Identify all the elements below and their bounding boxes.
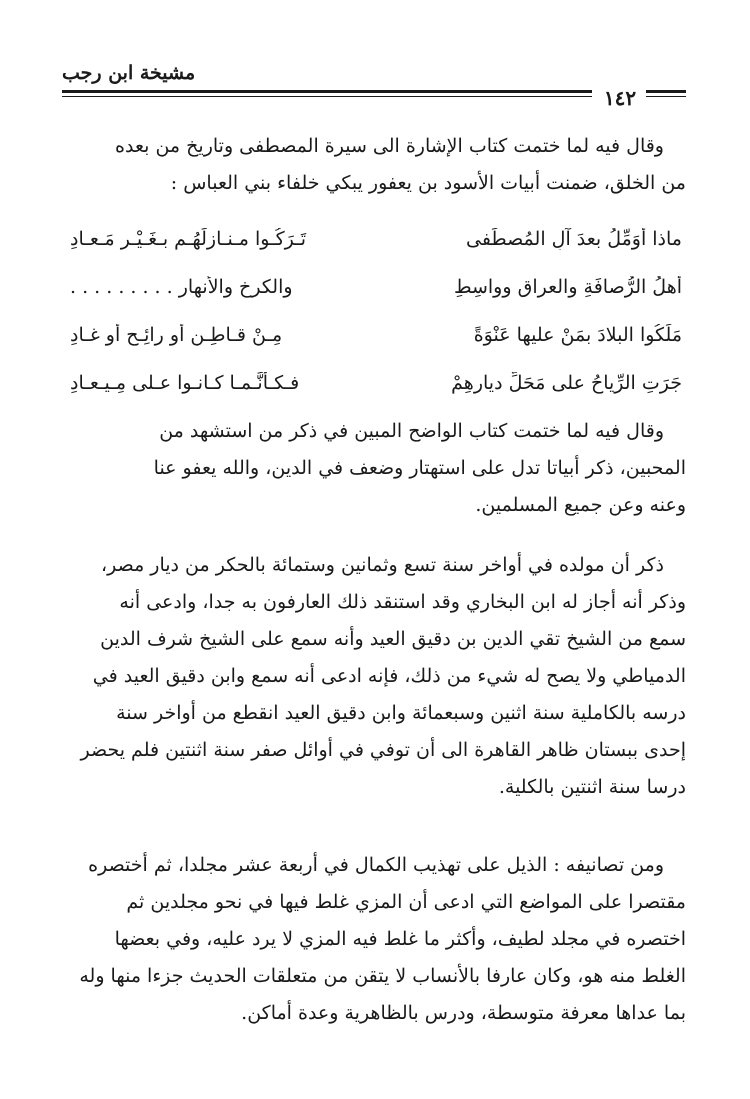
- text-line: مقتصرا على المواضع التي ادعى أن المزي غلط فيها في نحو مجلدين ثم: [126, 891, 686, 913]
- text-line: المحبين، ذكر أبياتا تدل على استهتار وضعف في الدين، والله يعفو عنا: [153, 457, 686, 479]
- paragraph-birth: [64, 547, 686, 806]
- text-line: وعنه وعن جميع المسلمين.: [475, 494, 686, 516]
- paragraph-wadih: [64, 413, 686, 524]
- verse: [70, 215, 682, 263]
- header-rule-right: [646, 90, 686, 97]
- text-line: من الخلق، ضمنت أبيات الأسود بن يعفور يبكي خلفاء بني العباس :: [170, 172, 686, 194]
- verse-second-hemistich: مِـنْ قـاطِـنٍ أو رائِـحٍ أو غـادِ: [70, 324, 283, 346]
- paragraph-works: [64, 847, 686, 1032]
- verse-first-hemistich: ماذا أُوَمِّلُ بعدَ آلِ المُصطَفى: [466, 228, 682, 250]
- text-line: ومن تصانيفه : الذيل على تهذيب الكمال في أربعة عشر مجلدا، ثم أختصره: [88, 854, 664, 876]
- header-rule: [62, 90, 592, 97]
- verse-second-hemistich: والكرخِ والأنهارِ . . . . . . . . .: [70, 276, 293, 298]
- text-line: ذكر أن مولده في أواخر سنة تسع وثمانين وستمائة بالحكر من ديار مصر،: [100, 554, 664, 576]
- text-line: درسه بالكاملية سنة اثنين وسبعمائة وابن دقيق العيد انقطع من أواخر سنة: [116, 702, 686, 724]
- paragraph-intro: [64, 128, 686, 202]
- page-number: ١٤٢: [603, 86, 637, 110]
- text-line: سمع من الشيخ تقي الدين بن دقيق العيد وأنه سمع على الشيخ شرف الدين: [100, 628, 686, 650]
- text-line: وذكر أنه أجاز له ابن البخاري وقد استنقد ذلك العارفون به جدا، وادعى أنه: [119, 591, 686, 613]
- text-line: وقال فيه لما ختمت كتاب الواضح المبين في ذكر من استشهد من: [159, 420, 664, 442]
- verse: [70, 359, 682, 407]
- poem: [70, 215, 682, 407]
- text-line: اختصره في مجلد لطيف، وأكثر ما غلط فيه المزي لا يرد عليه، وفي بعضها: [114, 928, 686, 950]
- verse: [70, 311, 682, 359]
- text-line: درسا سنة اثنتين بالكلية.: [498, 776, 686, 798]
- text-line: وقال فيه لما ختمت كتاب الإشارة الى سيرة المصطفى وتاريخ من بعده: [115, 135, 664, 157]
- verse-second-hemistich: تَـرَكُـوا مـنـازِلَهُـم بـغَـيْـرِ مَـعـادِ: [70, 228, 307, 250]
- text-line: بما عداها معرفة متوسطة، ودرس بالظاهرية وعدة أماكن.: [241, 1002, 686, 1024]
- verse-first-hemistich: أهلُ الرُّصافَةِ والعراقِ وواسِطِ: [453, 276, 682, 298]
- running-title: مشيخة ابن رجب: [62, 62, 196, 84]
- verse-second-hemistich: فـكـأنَّـمـا كـانـوا عـلى مِـيـعـادِ: [70, 372, 300, 394]
- verse-first-hemistich: جَرَتِ الرِّياحُ على مَحَلِّ ديارِهِمْ: [451, 372, 682, 394]
- text-line: الغلط منه هو، وكان عارفا بالأنساب لا يتقن من متعلقات الحديث جزءا منها وله: [79, 965, 686, 987]
- verse: [70, 263, 682, 311]
- verse-first-hemistich: مَلَكُوا البلادَ بمَنْ عليها عَنْوَةً: [473, 324, 682, 346]
- text-line: إحدى ببستان ظاهر القاهرة الى أن توفي في أوائل صفر سنة اثنتين فلم يحضر: [80, 739, 686, 761]
- text-line: الدمياطي ولا يصح له شيء من ذلك، فإنه ادعى أنه سمع وابن دقيق العيد في: [92, 665, 686, 687]
